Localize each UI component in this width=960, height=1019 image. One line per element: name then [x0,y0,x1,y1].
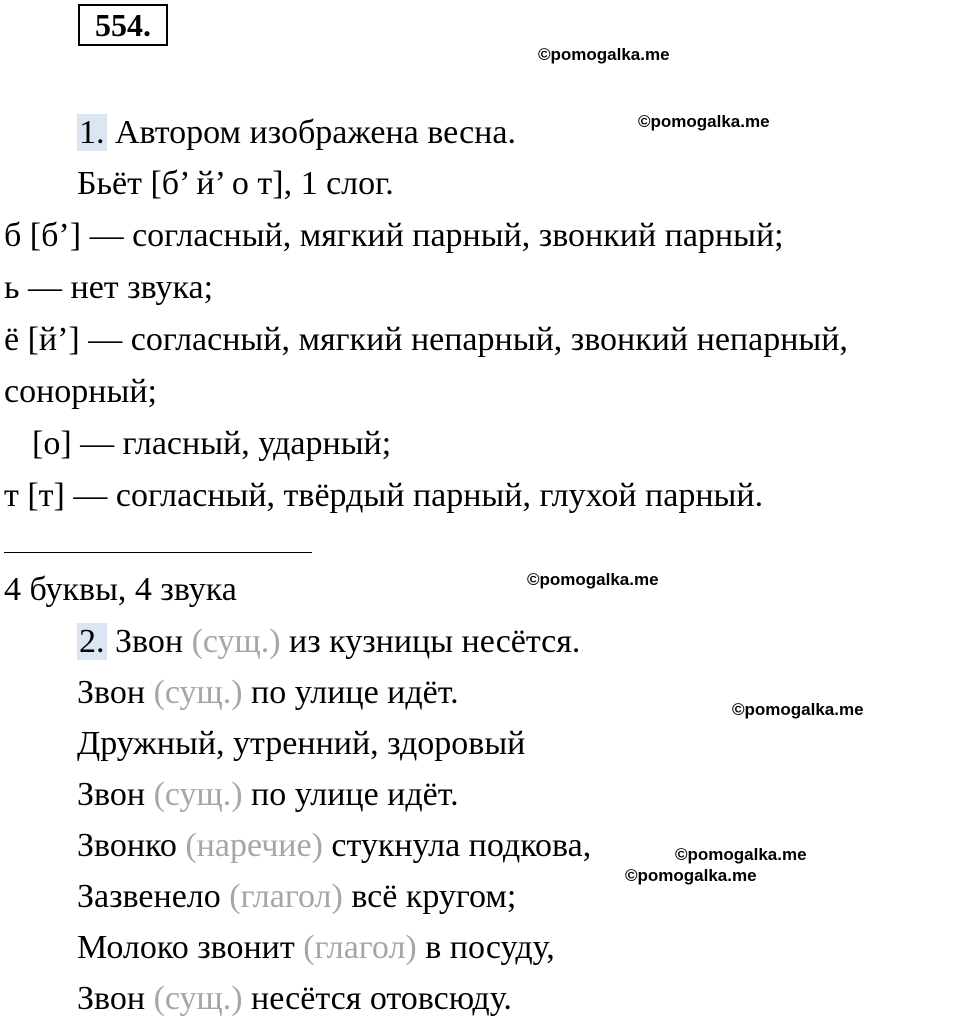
part1-summary: 4 буквы, 4 звука [4,571,237,608]
watermark: ©pomogalka.me [675,845,807,864]
poem-line: Звонко (наречие) стукнула подкова, [77,827,592,864]
poem-line: Молоко звонит (глагол) в посуду, [77,929,555,966]
part1-intro-line [77,113,516,153]
watermark: ©pomogalka.me [538,45,670,64]
watermark: ©pomogalka.me [638,112,770,131]
poem-line: Звон (сущ.) несётся отовсюду. [77,980,512,1017]
part-of-speech-tag: (сущ.) [153,980,243,1017]
watermark: ©pomogalka.me [527,570,659,589]
letter-analysis-line: сонорный; [4,373,157,410]
letter-analysis-line: ё [й’] — согласный, мягкий непарный, звонкий непарный, [4,321,848,358]
part-of-speech-tag: (наречие) [185,827,323,864]
poem-line: Звон (сущ.) по улице идёт. [77,674,459,711]
part1-word-analysis: Бьёт [б’ й’ о т], 1 слог. [77,165,394,202]
poem-line: Зазвенело (глагол) всё кругом; [77,878,517,915]
part2-number: 2. [79,623,105,660]
letter-analysis-line: б [б’] — согласный, мягкий парный, звонкий парный; [4,217,784,254]
watermark: ©pomogalka.me [625,866,757,885]
part-of-speech-tag: (глагол) [229,878,343,915]
part-of-speech-tag: (сущ.) [153,674,243,711]
part1-number: 1. [79,114,105,151]
letter-analysis-line: ь — нет звука; [4,269,214,306]
letter-analysis-line: т [т] — согласный, твёрдый парный, глухой парный. [4,477,764,514]
letter-analysis-line: [о] — гласный, ударный; [32,425,392,462]
poem-line: Дружный, утренний, здоровый [77,725,526,762]
watermark: ©pomogalka.me [732,700,864,719]
task-number: 554. [78,4,168,46]
part-of-speech-tag: (сущ.) [191,623,281,660]
part-of-speech-tag: (сущ.) [153,776,243,813]
poem-line: 2. Звон (сущ.) из кузницы несётся. [79,623,581,660]
part-of-speech-tag: (глагол) [303,929,417,966]
poem-line: Звон (сущ.) по улице идёт. [77,776,459,813]
part1-intro: Автором изображена весна. [106,114,516,151]
divider-line [4,552,312,553]
